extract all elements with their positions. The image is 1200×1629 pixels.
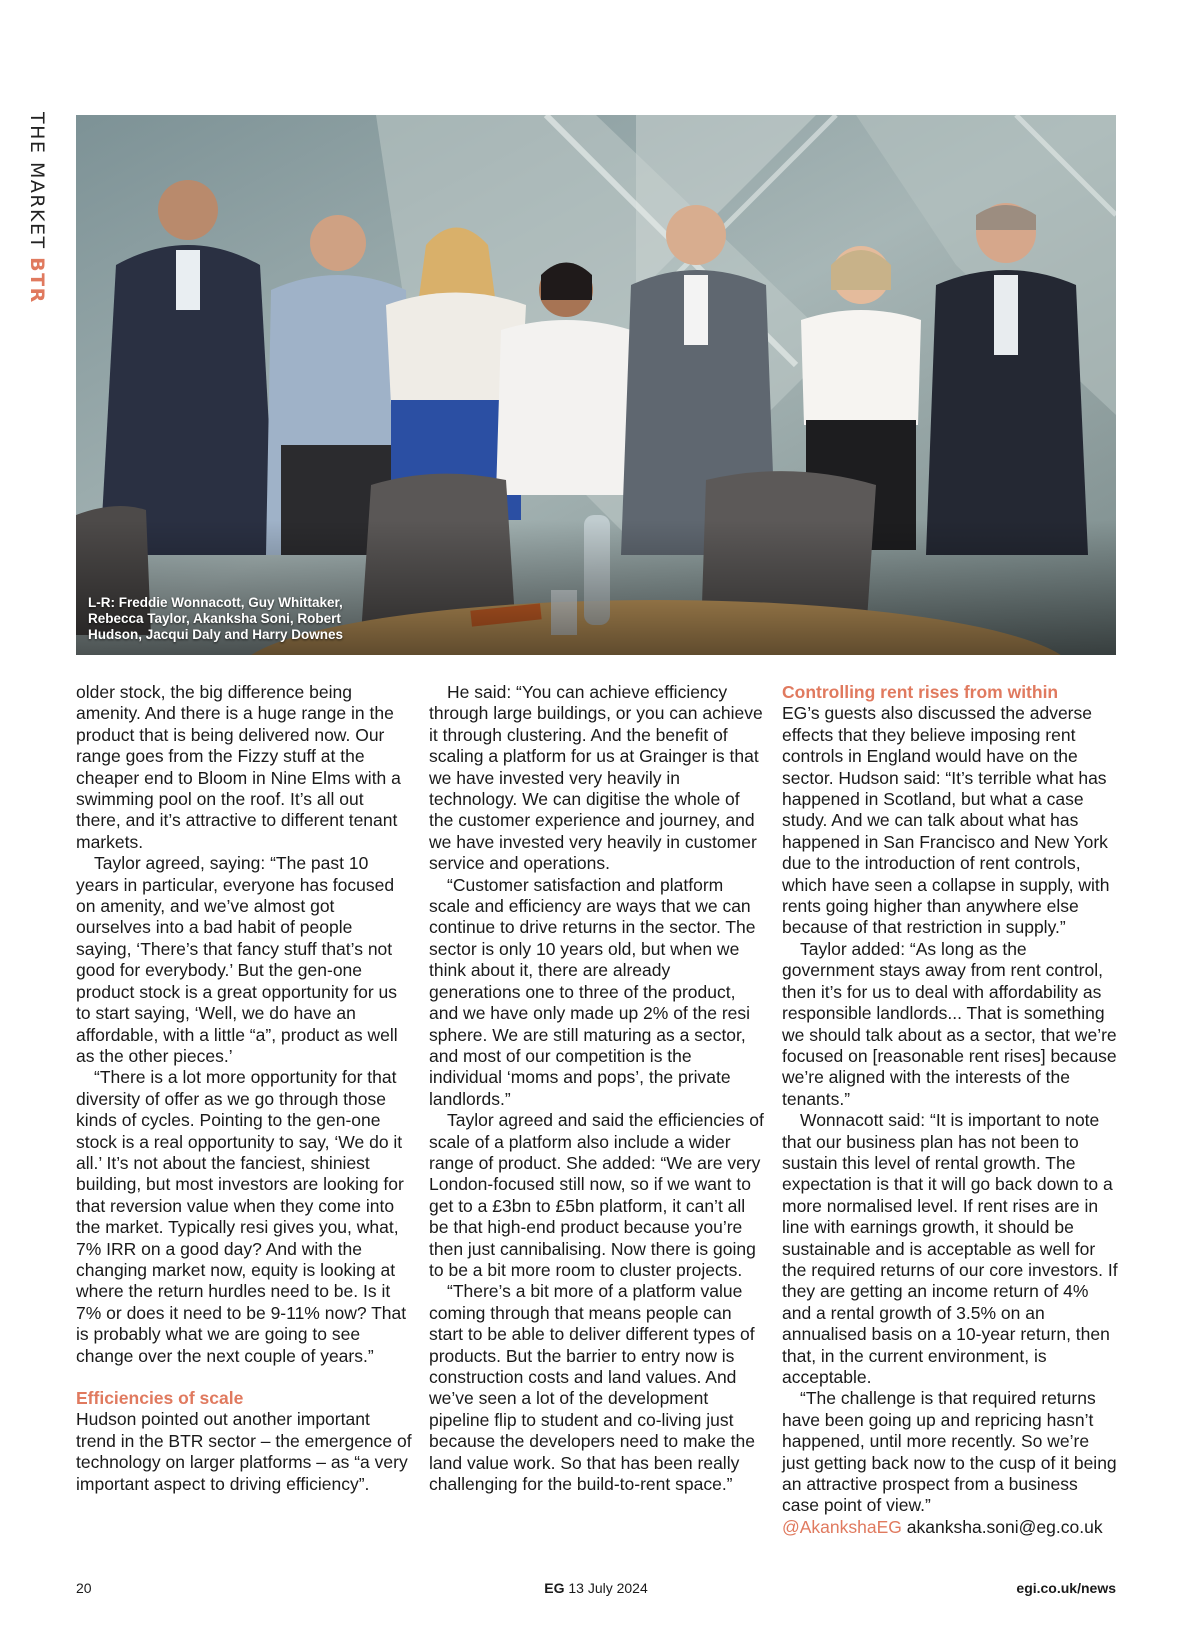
paragraph: “Customer satisfaction and platform scale and efficiency are ways that we can continue to drive returns in the sector. The sector is only 10 years old, but when we think about it, there are already generations one to three of the product, and we have only made up 2% of the resi sphere. We are still maturing as a sector, and most of our competition is the individual ‘moms and pops’, the private landlords.”	[429, 874, 756, 1109]
publication-name: EG	[544, 1580, 565, 1596]
subheading-efficiencies: Efficiencies of scale	[76, 1388, 244, 1408]
issue-info	[76, 1580, 1116, 1596]
photo-caption: L-R: Freddie Wonnacott, Guy Whittaker, Rebecca Taylor, Akanksha Soni, Robert Hudson, Jacqui Daly and Harry Downes	[88, 595, 344, 642]
author-email[interactable]: akanksha.soni@eg.co.uk	[906, 1516, 1103, 1537]
paragraph: Wonnacott said: “It is important to note that our business plan has not been to sustain this level of rental growth. The expectation is that it will go back down to a more normalised level. If rent rises are in line with earnings growth, it should be sustainable and is acceptable as well for the required returns of our core investors. If they are getting an income return of 4% and a rental growth of 3.5% on an annualised basis on a 10-year return, then that, in the current environment, is acceptable.	[782, 1110, 1118, 1387]
paragraph: Taylor agreed, saying: “The past 10 years in particular, everyone has focused on amenity, and we’ve almost got ourselves into a bad habit of people saying, ‘There’s that fancy stuff that’s not good for everybody.’ But the gen-one product stock is a great opportunity for us to start saying, ‘Well, we do have an affordable, with a little “a”, product as well as the other pieces.’	[76, 853, 398, 1066]
section-label	[26, 112, 48, 304]
issue-date: 13 July 2024	[568, 1580, 648, 1596]
article-column-3	[782, 682, 1118, 1538]
subsection-name: BTR	[26, 257, 48, 304]
section-name: THE MARKET	[26, 112, 48, 250]
paragraph: Taylor added: “As long as the government stays away from rent control, then it’s for us to deal with affordability as responsible landlords... That is something we should talk about as a sector, that we’re focused on [reasonable rent rises] because we’re aligned with the interests of the tenants.”	[782, 938, 1117, 1109]
article-column-1	[76, 682, 412, 1495]
paragraph: “The challenge is that required returns have been going up and repricing hasn’t happened, until more recently. So we’re just getting back now to the cusp of it being an attractive prospect from a business case point of view.”	[782, 1388, 1117, 1516]
group-photo-illustration	[76, 115, 1116, 655]
paragraph: EG’s guests also discussed the adverse effects that they believe imposing rent controls in England would have on the sector. Hudson said: “It’s terrible what has happened in Scotland, but what a case study. And we can talk about what has happened in San Francisco and New York due to the introduction of rent controls, which have seen a collapse in supply, with rents going higher than anywhere else because of that restriction in supply.”	[782, 703, 1110, 938]
page-number: 20	[76, 1580, 92, 1596]
paragraph: “There’s a bit more of a platform value coming through that means people can start to be able to deliver different types of products. But the barrier to entry now is construction costs and land values. And we’ve seen a lot of the development pipeline flip to student and co-living just because the developers need to make the land value work. So that has been really challenging for the build-to-rent space.”	[429, 1281, 755, 1495]
paragraph: “There is a lot more opportunity for that diversity of offer as we go through those kinds of cycles. Pointing to the gen-one stock is a real opportunity to say, ‘We do it all.’ It’s not about the fanciest, shiniest building, but most investors are looking for that reversion value when they come into the market. Typically resi gives you, what, 7% IRR on a good day? And with the changing market now, equity is looking at where the return hurdles need to be. Is it 7% or does it need to be 9-11% now? That is probably what we are going to see change over the next couple of years.”	[76, 1067, 407, 1366]
website-url[interactable]: egi.co.uk/news	[1016, 1580, 1116, 1596]
subheading-rent-rises: Controlling rent rises from within	[782, 682, 1059, 702]
paragraph: older stock, the big difference being amenity. And there is a huge range in the product that is being delivered now. Our range goes from the Fizzy stuff at the cheaper end to Bloom in Nine Elms with a swimming pool on the roof. It’s all out there, and it’s attractive to different tenant markets.	[76, 682, 401, 852]
page-footer	[76, 1580, 1116, 1600]
paragraph: Hudson pointed out another important trend in the BTR sector – the emergence of technology on larger platforms – as “a very important aspect to driving efficiency”.	[76, 1409, 412, 1494]
article-column-2	[429, 682, 765, 1495]
author-twitter-handle[interactable]: @AkankshaEG	[782, 1516, 902, 1537]
group-photo	[76, 115, 1116, 655]
author-byline	[782, 1517, 1118, 1538]
paragraph: Taylor agreed and said the efficiencies of scale of a platform also include a wider range of product. She added: “We are very London-focused still now, so if we want to get to a £3bn to £5bn platform, it can’t all be that high-end product because you’re then just cannibalising. Now there is going to be a bit more room to cluster projects.	[429, 1110, 764, 1280]
paragraph: He said: “You can achieve efficiency through large buildings, or you can achieve it through clustering. And the benefit of scaling a platform for us at Grainger is that we have invested very heavily in technology. We can digitise the whole of the customer experience and journey, and we have invested very heavily in customer service and operations.	[429, 682, 763, 874]
